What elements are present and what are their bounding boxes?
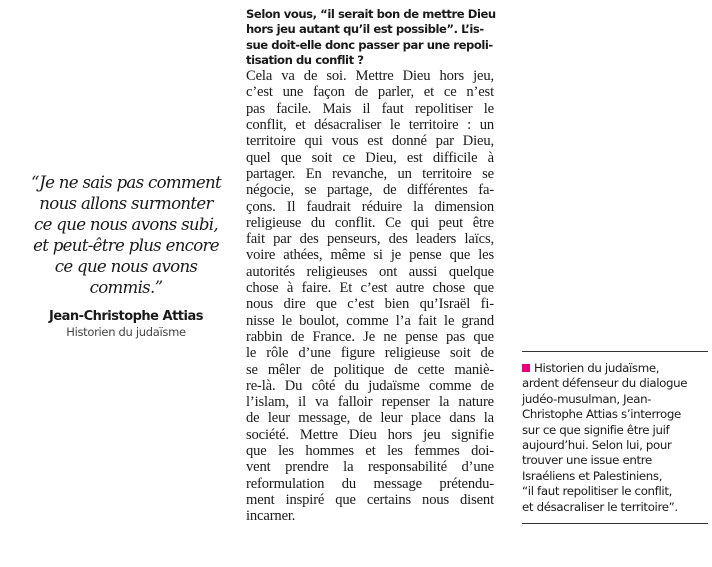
answer-line: incarner. [246,508,296,525]
answer-line: rabbin de France. Je ne pense pas que [246,328,494,345]
intro-text [522,361,708,515]
square-bullet-icon [522,364,530,372]
intro-line: sur ce que signifie être juif [522,422,670,437]
answer-line: société. Mettre Dieu hors jeu signifie [246,426,494,443]
intro-line: trouver une issue entre [522,453,652,468]
intro-line: aujourd’hui. Selon lui, pour [522,438,672,453]
intro-line: Israéliens et Palestiniens, [522,468,663,483]
answer-line: çons. Il faudrait réduire la dimension [246,198,494,215]
quote-line: “Je ne sais pas comment [30,173,222,192]
answer-line: nous dire que c’est bien qu’Israël fi- [246,296,494,313]
answer-line: quel que soit ce Dieu, est difficile à [246,149,494,166]
intro-line: judéo-musulman, Jean- [522,391,652,406]
quote-line: nous allons surmonter [39,194,213,213]
intro-line: Christophe Attias s’interroge [522,407,681,422]
answer-line: de leur message, de leur place dans la [246,410,494,427]
question-line: hors jeu autant qu’il est possible”. L’is- [246,22,484,37]
answer-line: se mêler de politique de cette maniè- [246,361,494,378]
quote-line: commis.” [89,278,163,297]
intro-line: ardent défenseur du dialogue [522,376,688,391]
interview-question [246,7,494,68]
answer-line: chose à faire. Et c’est autre chose que [246,280,494,297]
answer-line: l’islam, il va falloir repenser la nature [246,394,494,411]
pull-quote-text [20,172,232,298]
answer-line: que les hommes et les femmes doi- [246,443,494,460]
question-line: Selon vous, “il serait bon de mettre Dieu [246,7,496,21]
answer-line: ment inspiré que certains nous disent [246,491,494,508]
answer-line: vent prendre la responsabilité d’une [246,459,494,476]
question-line: tisation du conflit ? [246,52,364,67]
answer-line: reformulation du message prétendu- [246,475,494,492]
answer-line: religieuse du conflit. Ce qui peut être [246,214,494,231]
intro-line: et désacraliser le territoire”. [522,499,678,514]
answer-line: pas facile. Mais il faut repolitiser le [246,100,494,117]
question-line: sue doit-elle donc passer par une repoli- [246,37,493,52]
answer-line: Cela va de soi. Mettre Dieu hors jeu, [246,68,494,85]
quote-author: Jean-Christophe Attias [49,309,203,324]
answer-line: fait par des penseurs, des leaders laïcs, [246,231,494,248]
intro-sidebar [522,351,708,524]
intro-line: Historien du judaïsme, [534,361,660,375]
answer-line: conflit, et désacraliser le territoire : un [246,117,494,134]
answer-line: négocie, se partage, de différentes fa- [246,182,494,199]
quote-line: ce que nous avons [54,257,198,276]
answer-line: voire athées, même si je pense que les [246,247,494,264]
intro-line-first [522,361,708,376]
pull-quote [20,172,232,339]
answer-line: autorités religieuses ont aussi quelque [246,263,494,280]
answer-line: le rôle d’une figure religieuse soit de [246,345,494,362]
quote-author-role: Historien du judaïsme [66,325,186,339]
interview-article [246,7,494,525]
quote-line: ce que nous avons subi, [34,215,218,234]
answer-line: nisse le boulot, comme l’a fait le grand [246,312,494,329]
answer-line: c’est une façon de parler, et ce n’est [246,84,494,101]
quote-line: et peut-être plus encore [33,236,219,255]
answer-line: territoire qui vous est donné par Dieu, [246,133,494,150]
answer-line: partager. En revanche, un territoire se [246,165,494,182]
intro-line: “il faut repolitiser le conflit, [522,484,673,499]
interview-answer [246,68,494,524]
answer-line: re-là. Du côté du judaïsme comme de [246,377,494,394]
